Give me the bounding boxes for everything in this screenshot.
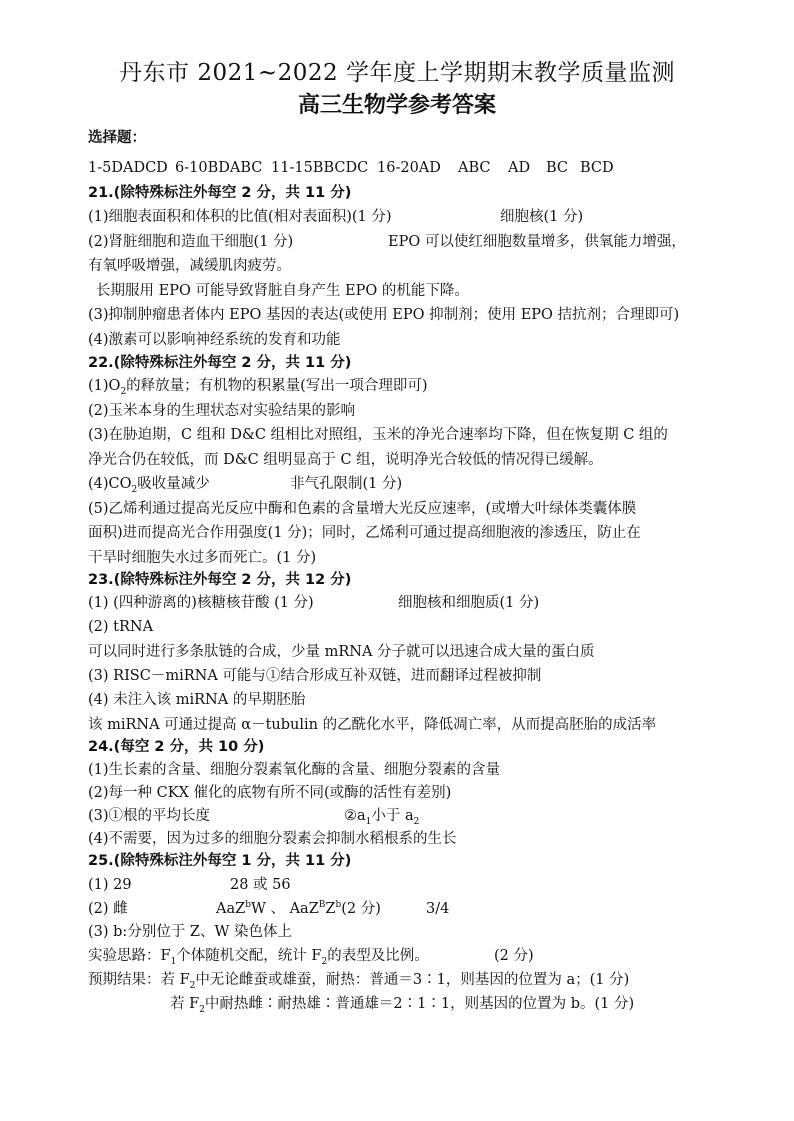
document-subtitle: 高三生物学参考答案 [297, 93, 496, 118]
q25-answer-1a: (1) 29 [88, 877, 132, 893]
q23-answer-1a: (1) (四种游离的)核糖核苷酸 (1 分) [88, 595, 314, 611]
q22-line: 干旱时细胞失水过多而死亡。(1 分) [88, 550, 317, 566]
q24-subscript: 1 [365, 816, 372, 827]
q25-answer-2a: (2) 雌 [88, 901, 128, 917]
q23-line: (4) 未注入该 miRNA 的早期胚胎 [88, 692, 306, 708]
mc-answer-16-20: 16-20AD [377, 160, 441, 176]
q22-heading: 22.(除特殊标注外每空 2 分，共 11 分) [88, 355, 352, 371]
q21-line: 长期服用 EPO 可能导致肾脏自身产生 EPO 的机能下降。 [96, 283, 469, 299]
mc-answer-24: BCD [580, 160, 614, 176]
q21-answer-1b: 细胞核(1 分) [500, 209, 584, 225]
q21-answer-1a: (1)细胞表面积和体积的比值(相对表面积)(1 分) [88, 209, 392, 225]
q22-text: (4)CO [88, 476, 132, 492]
q23-line: 该 miRNA 可通过提高 α－tubulin 的乙酰化水平，降低凋亡率，从而提高胚胎的成活率 [88, 717, 657, 733]
q24-line: (1)生长素的含量、细胞分裂素氧化酶的含量、细胞分裂素的含量 [88, 762, 501, 778]
q25-text: 中无论雌蚕或雄蚕，耐热：普通＝3∶1，则基因的位置为 a；(1 分) [195, 972, 630, 988]
mc-answer-23: BC [546, 160, 569, 176]
q23-line: (3) RISC－miRNA 可能与①结合形成互补双链，进而翻译过程被抑制 [88, 668, 542, 684]
q25-text: Z [325, 901, 336, 917]
q23-answer-1b: 细胞核和细胞质(1 分) [398, 595, 540, 611]
q24-heading: 24.(每空 2 分，共 10 分) [88, 739, 265, 755]
q22-line [88, 376, 427, 396]
mc-heading: 选择题： [88, 130, 146, 146]
q22-line: 面积)进而提高光合作用强度(1 分)；同时，乙烯利可通过提高细胞液的渗透压，防止在 [88, 525, 641, 541]
q25-superscript: b [245, 900, 251, 911]
q24-text: ②a [344, 808, 366, 824]
q23-line: (2) tRNA [88, 619, 154, 635]
q24-answer-3b [344, 806, 419, 826]
document-title: 丹东市 2021~2022 学年度上学期期末教学质量监测 [119, 60, 675, 86]
q22-line: 净光合仍在较低，而 D&C 组明显高于 C 组，说明净光合较低的情况得已缓解。 [88, 452, 603, 468]
q22-line: (2)玉米本身的生理状态对实验结果的影响 [88, 403, 356, 419]
q25-subscript: 2 [199, 1004, 205, 1015]
q25-subscript: 2 [189, 980, 196, 991]
q25-superscript: B [318, 900, 326, 911]
q25-text: 的表型及比例。 [327, 948, 429, 964]
q25-text: 中耐热雌∶耐热雄∶普通雄＝2∶1∶1，则基因的位置为 b。(1 分) [204, 996, 635, 1012]
mc-answer-6-10: 6-10BDABC [175, 160, 263, 176]
q22-line: (3)在胁迫期，C 组和 D&C 组相比对照组，玉米的净光合速率均下降，但在恢复期 C 组的 [88, 427, 668, 443]
q25-text: 若 F [170, 996, 200, 1012]
q24-answer-3a: (3)①根的平均长度 [88, 808, 211, 824]
q25-line [88, 970, 629, 990]
q22-subscript: 2 [131, 484, 138, 495]
q25-answer-2b [216, 899, 381, 919]
q22-answer-4b: 非气孔限制(1 分) [290, 476, 403, 492]
q21-line: (3)抑制肿瘤患者体内 EPO 基因的表达(或使用 EPO 抑制剂；使用 EPO 拮抗剂；合理即可) [88, 307, 680, 323]
q21-answer-2b: EPO 可以使红细胞数量增多，供氧能力增强， [388, 234, 686, 250]
q25-experiment-score: (2 分) [494, 948, 534, 964]
q25-line [170, 994, 634, 1014]
q25-heading: 25.(除特殊标注外每空 1 分，共 11 分) [88, 853, 352, 869]
q25-text: 预期结果：若 F [88, 972, 190, 988]
mc-answer-11-15: 11-15BBCDC [271, 160, 369, 176]
q25-subscript: 1 [170, 956, 177, 967]
q25-text: 实验思路：F [88, 948, 171, 964]
q24-text: 小于 a [371, 808, 414, 824]
q24-line: (2)每一种 CKX 催化的底物有所不同(或酶的活性有差别) [88, 785, 452, 801]
q22-text: 的释放量；有机物的积累量(写出一项合理即可) [126, 378, 428, 394]
q23-line: 可以同时进行多条肽链的合成，少量 mRNA 分子就可以迅速合成大量的蛋白质 [88, 644, 595, 660]
q22-subscript: 2 [120, 386, 127, 397]
q23-heading: 23.(除特殊标注外每空 2 分，共 12 分) [88, 572, 352, 588]
q21-line: 有氧呼吸增强，减缓肌肉疲劳。 [88, 258, 291, 274]
q22-text: 吸收量减少 [137, 476, 210, 492]
q22-answer-4a [88, 474, 210, 494]
q24-subscript: 2 [413, 816, 420, 827]
mc-answer-21: ABC [458, 160, 491, 176]
q25-answer-1b: 28 或 56 [230, 877, 291, 893]
mc-answer-22: AD [508, 160, 531, 176]
q25-text: W 、 AaZ [250, 901, 319, 917]
q24-line: (4)不需要，因为过多的细胞分裂素会抑制水稻根系的生长 [88, 831, 457, 847]
q21-heading: 21.(除特殊标注外每空 2 分，共 11 分) [88, 185, 352, 201]
q25-text: (2 分) [341, 901, 381, 917]
q22-text: (1)O [88, 378, 121, 394]
mc-answer-1-5: 1-5DADCD [88, 160, 168, 176]
q25-superscript: b [335, 900, 342, 911]
q22-line: (5)乙烯利通过提高光反应中酶和色素的含量增大光反应速率，(或增大叶绿体类囊体膜 [88, 501, 637, 517]
q25-answer-2c: 3/4 [426, 901, 450, 917]
q21-answer-2a: (2)肾脏细胞和造血干细胞(1 分) [88, 234, 294, 250]
q25-text: 个体随机交配，统计 F [176, 948, 322, 964]
q21-line: (4)激素可以影响神经系统的发育和功能 [88, 332, 341, 348]
q25-experiment-idea [88, 946, 429, 966]
q25-subscript: 2 [321, 956, 328, 967]
q25-line: (3) b:分别位于 Z、W 染色体上 [88, 924, 293, 940]
q25-text: AaZ [216, 901, 246, 917]
